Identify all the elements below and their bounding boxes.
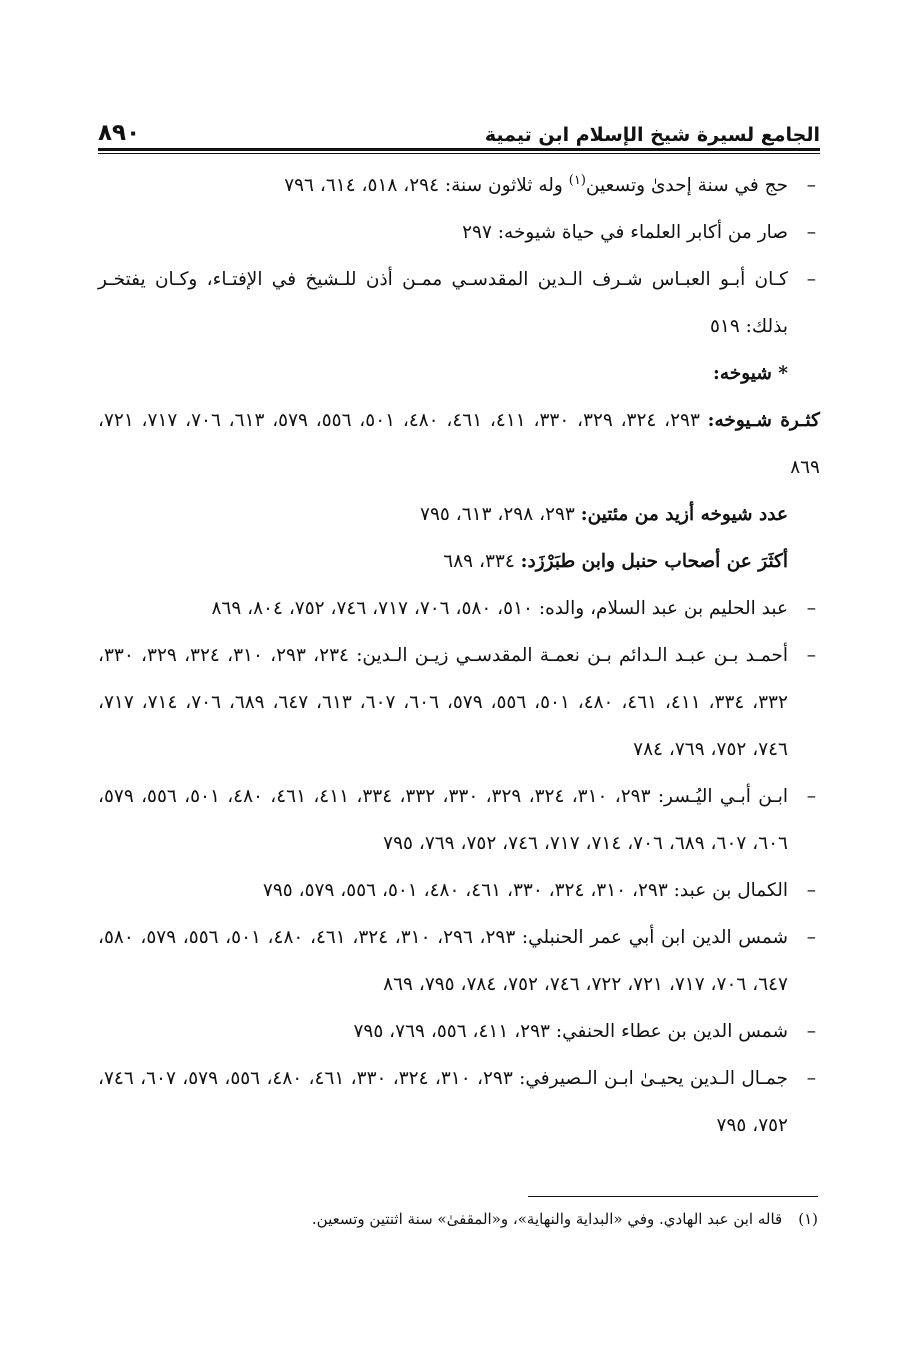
entry-hajj [98, 162, 820, 209]
page-number: ٨٩٠ [98, 120, 141, 146]
teacher-entry [98, 867, 820, 914]
teachers-count-pages: ٢٩٣، ٣٢٤، ٣٢٩، ٣٣٠، ٤١١، ٤٦١، ٤٨٠، ٥٠١، ٥٥٦، ٥٧٩، ٦١٣، ٧٠٦، ٧١٧، ٧٢١، ٨٦٩ [98, 410, 820, 478]
teacher-entry [98, 632, 820, 773]
entry-text: صار من أكابر العلماء في حياة شيوخه: ٢٩٧ [462, 222, 788, 243]
header-rule-thick [98, 148, 820, 151]
teachers-number [98, 491, 820, 538]
teacher-entry [98, 1055, 820, 1149]
entry-text: حج في سنة إحدىٰ وتسعين [585, 175, 788, 196]
entry-text: كـان أبـو العبـاس شـرف الـدين المقدسـي ممـن أذن للـشيخ في الإفتـاء، وكـان يفتخـر بذلك: ٥١٩ [98, 269, 788, 337]
dash-marker: – [806, 598, 816, 619]
entry-abul-abbas [98, 256, 820, 350]
teacher-pages: ٢٩٣، ٣١٠، ٣٢٤، ٣٢٩، ٣٣٠، ٣٣٢، ٣٣٤، ٤١١، ٤٦١، ٤٨٠، ٥٠١، ٥٥٦، ٥٧٩، ٦٠٦، ٦٠٧، ٦٨٩، ٧٠٦، ٧١٤، ٧١٧، ٧٤٦، ٧٥٢، ٧٦٩، ٧٩٥ [98, 786, 788, 854]
section-heading-teachers: * شيوخه: [713, 363, 788, 384]
teachers-number-label: عدد شيوخه أزيد من مئتين: [580, 504, 788, 525]
teachers-hanbal-label: أكثَرَ عن أصحاب حنبل وابن طبَرْزَد: [520, 551, 788, 572]
entry-text-cont: وله ثلاثون سنة: ٢٩٤، ٥١٨، ٦١٤، ٧٩٦ [284, 175, 569, 196]
footnote-text: قاله ابن عبد الهادي. وفي «البداية والنهاية»، و«المقفىٰ» سنة اثنتين وتسعين. [311, 1210, 783, 1228]
footnote-reference[interactable]: (١) [568, 172, 586, 188]
teacher-pages: ٢٣٤، ٢٩٣، ٣١٠، ٣٢٤، ٣٢٩، ٣٣٠، ٣٣٢، ٣٣٤، ٤١١، ٤٦١، ٤٨٠، ٥٠١، ٥٥٦، ٥٧٩، ٦٠٦، ٦٠٧، ٦١٣، ٦٤٧، ٦٨٩، ٧٠٦، ٧١٤، ٧١٧، ٧٤٦، ٧٥٢، ٧٦٩، ٧٨٤ [98, 645, 788, 760]
page-body [98, 162, 820, 1149]
teacher-pages: ٢٩٣، ٣١٠، ٣٢٤، ٣٣٠، ٤٦١، ٤٨٠، ٥٠١، ٥٥٦، ٥٧٩، ٧٩٥ [262, 880, 674, 901]
teacher-name: ابـن أبـي اليُـسر: [657, 786, 789, 807]
teacher-name: جمـال الـدين يحيـىٰ ابـن الـصيرفي: [519, 1068, 788, 1089]
dash-marker: – [806, 269, 816, 290]
teacher-pages: ٢٩٣، ٢٩٦، ٣١٠، ٣٢٤، ٤٦١، ٤٨٠، ٥٠١، ٥٥٦، ٥٧٩، ٥٨٠، ٦٤٧، ٧٠٦، ٧١٧، ٧٢١، ٧٢٢، ٧٤٦، ٧٥٢، ٧٨٤، ٧٩٥، ٨٦٩ [98, 927, 788, 995]
dash-marker: – [806, 645, 816, 666]
teachers-count [98, 397, 820, 491]
teachers-number-pages: ٢٩٣، ٢٩٨، ٦١٣، ٧٩٥ [420, 504, 581, 525]
dash-marker: – [806, 880, 816, 901]
book-title: الجامع لسيرة شيخ الإسلام ابن تيمية [484, 124, 820, 146]
dash-marker: – [806, 786, 816, 807]
teacher-name: شمس الدين بن عطاء الحنفي: [555, 1021, 788, 1042]
teacher-name: أحمـد بـن عبـد الـدائم بـن نعمـة المقدسـي زيـن الـدين: [356, 645, 789, 666]
dash-marker: – [806, 927, 816, 948]
teachers-count-label: كثـرة شـيوخه: [707, 410, 820, 431]
teacher-name: الكمال بن عبد: [673, 880, 788, 901]
teacher-pages: ٥١٠، ٥٨٠، ٧٠٦، ٧١٧، ٧٤٦، ٧٥٢، ٨٠٤، ٨٦٩ [211, 598, 539, 619]
teacher-pages: ٢٩٣، ٣١٠، ٣٢٤، ٣٣٠، ٤٦١، ٤٨٠، ٥٥٦، ٥٧٩، ٦٠٧، ٧٤٦، ٧٥٢، ٧٩٥ [98, 1068, 788, 1136]
teacher-entry [98, 1008, 820, 1055]
teacher-entry [98, 585, 820, 632]
teacher-name: شمس الدين ابن أبي عمر الحنبلي: [521, 927, 789, 948]
dash-marker: – [806, 1068, 816, 1089]
teacher-entry [98, 773, 820, 867]
running-header [98, 112, 820, 146]
entry-scholars [98, 209, 820, 256]
header-rule-thin [98, 153, 820, 154]
dash-marker: – [806, 175, 816, 196]
footnote [96, 1210, 818, 1228]
teachers-hanbal [98, 538, 820, 585]
teacher-name: عبد الحليم بن عبد السلام، والده: [538, 598, 788, 619]
dash-marker: – [806, 222, 816, 243]
footnote-number: (١) [798, 1210, 818, 1228]
footnote-separator [528, 1196, 818, 1197]
teachers-hanbal-pages: ٣٣٤، ٦٨٩ [443, 551, 521, 572]
teacher-pages: ٢٩٣، ٤١١، ٥٥٦، ٧٦٩، ٧٩٥ [353, 1021, 556, 1042]
dash-marker: – [806, 1021, 816, 1042]
teacher-entry [98, 914, 820, 1008]
